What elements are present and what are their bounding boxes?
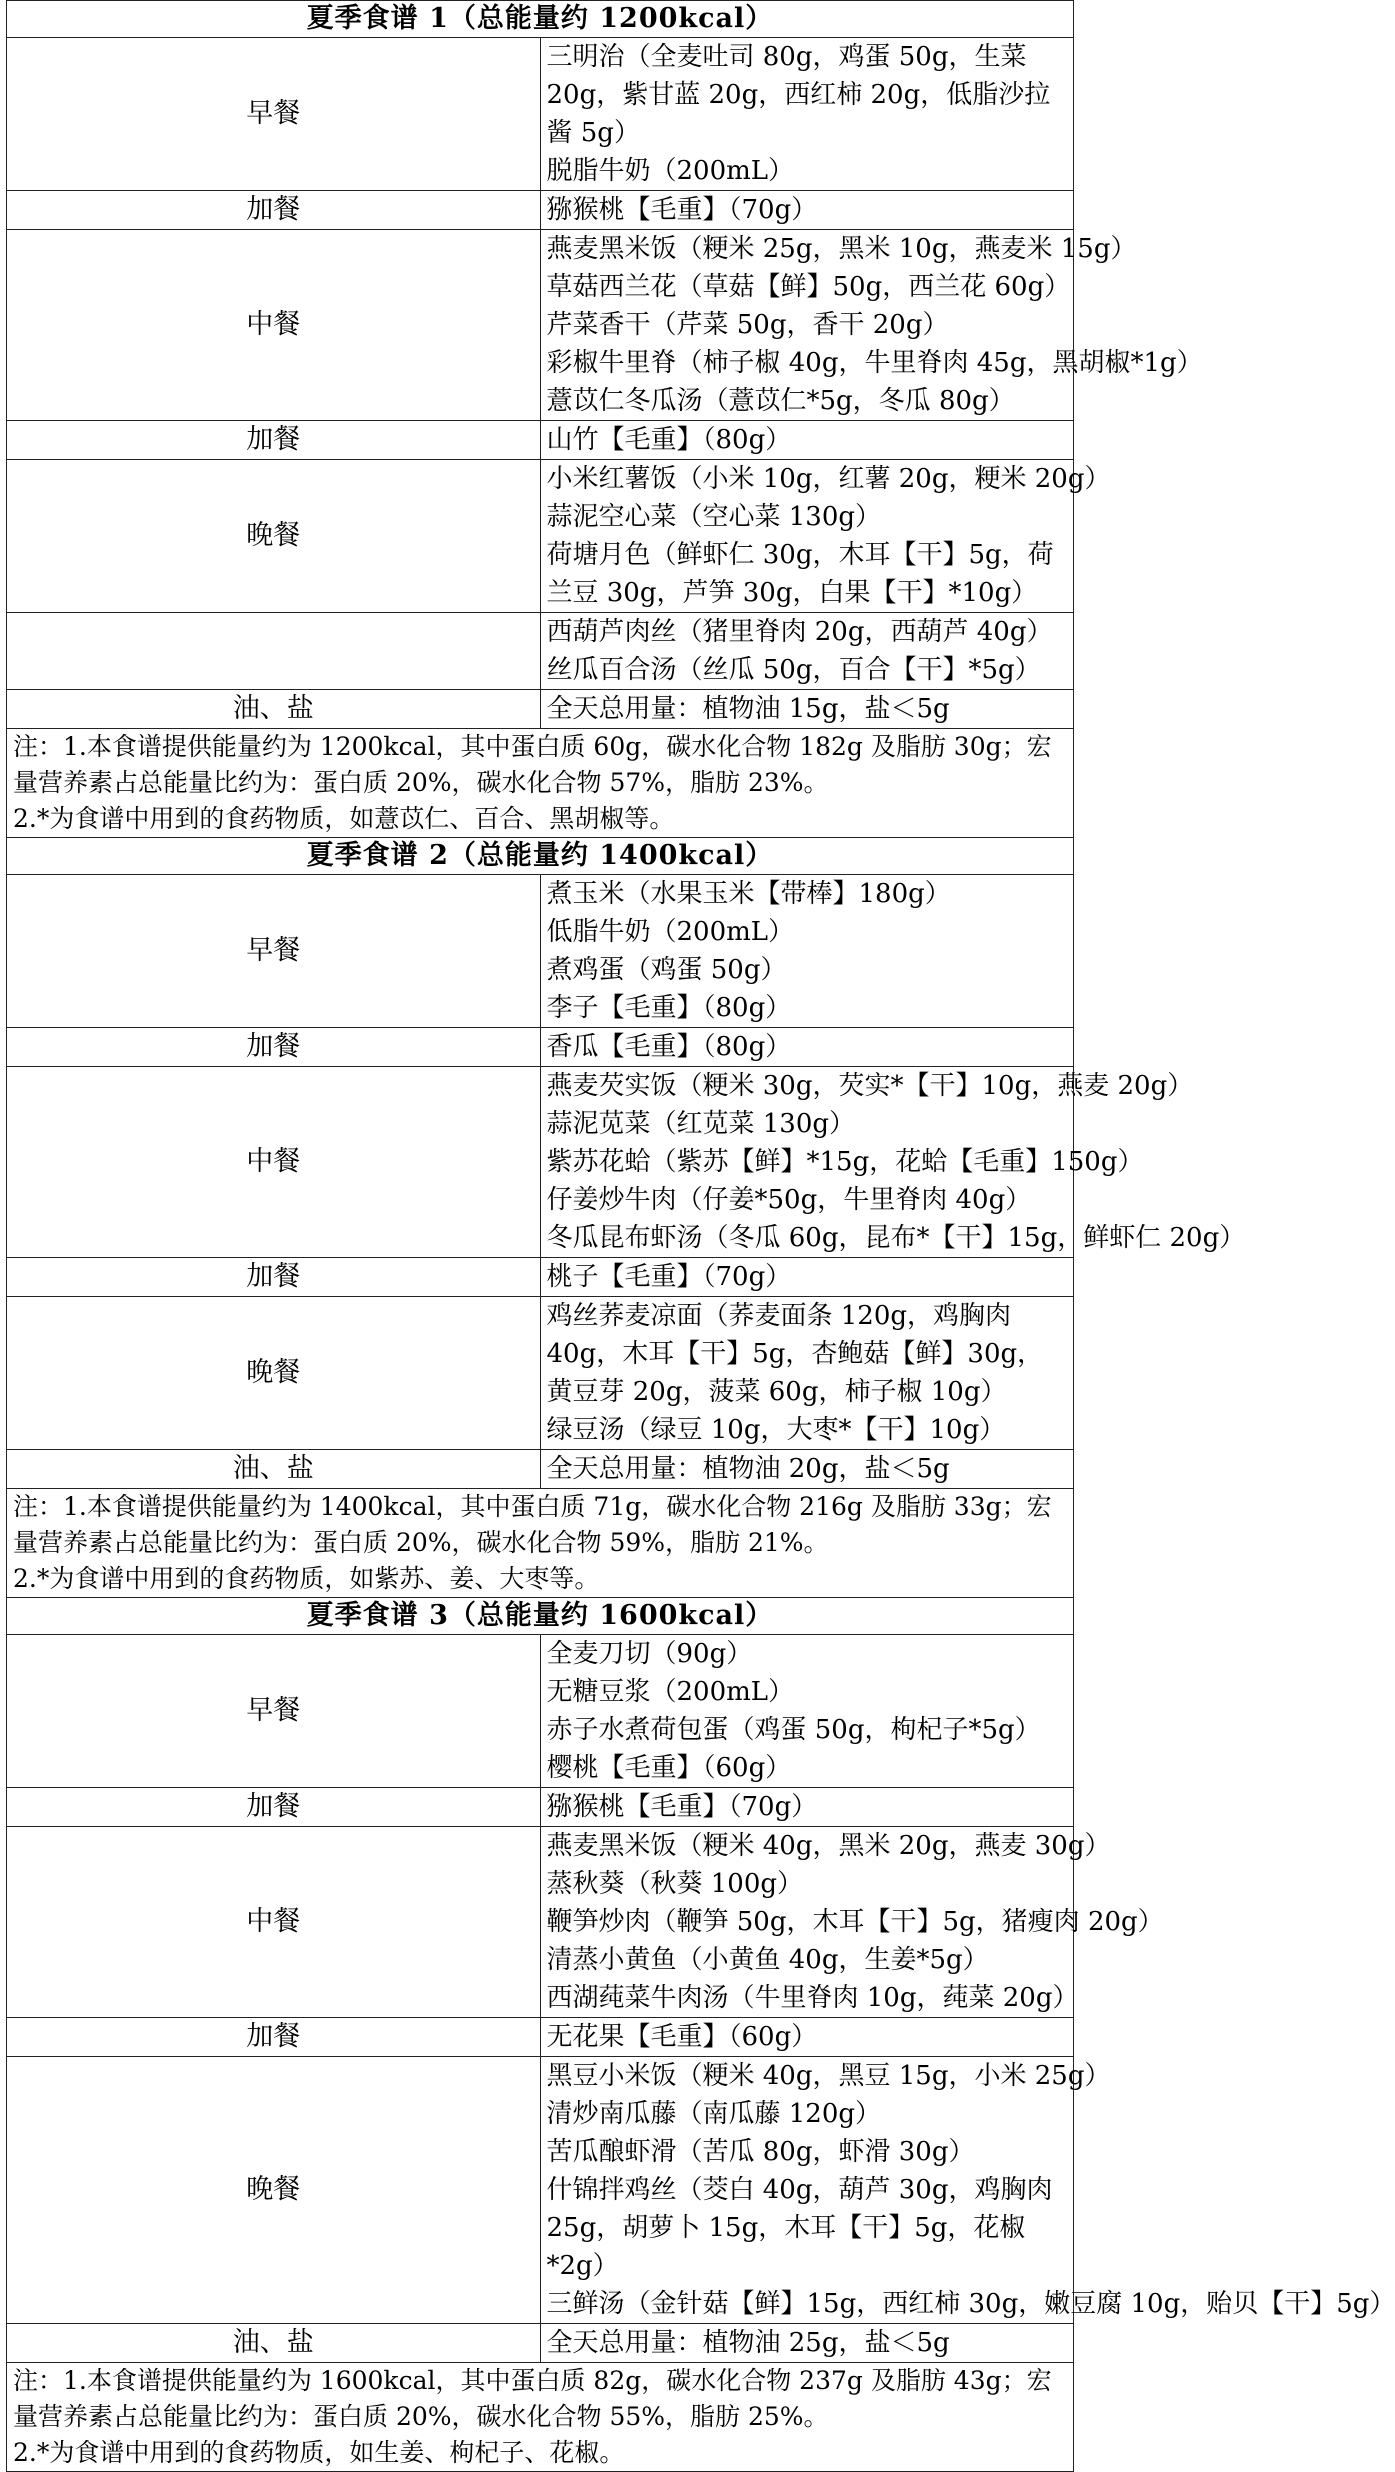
dish-item: 小米红薯饭（小米 10g，红薯 20g，粳米 20g） <box>546 464 1111 494</box>
meal-name: 加餐 <box>7 1028 541 1067</box>
note-line: 注：1.本食谱提供能量约为 1200kcal，其中蛋白质 60g，碳水化合物 182g 及脂肪 30g；宏量营养素占总能量比约为：蛋白质 20%，碳水化合物 57%，脂肪 23%。 <box>13 732 1052 797</box>
meal-name: 加餐 <box>7 421 541 460</box>
meal-name: 中餐 <box>7 230 541 421</box>
dish-item: 蒜泥空心菜（空心菜 130g） <box>546 502 882 532</box>
menu-notes <box>7 2363 1074 2472</box>
dish-item: 全麦刀切（90g） <box>546 1639 753 1669</box>
meal-row <box>7 875 1074 1028</box>
meal-name: 晚餐 <box>7 2057 541 2324</box>
meal-items <box>540 1827 1164 2018</box>
meal-row <box>7 1827 1074 2018</box>
summer-menu-table <box>6 0 1395 2472</box>
dish-item: 赤子水煮荷包蛋（鸡蛋 50g，枸杞子*5g） <box>546 1715 1041 1745</box>
meal-row <box>7 1635 1074 1788</box>
meal-row <box>7 2018 1074 2057</box>
dish-item: 西葫芦肉丝（猪里脊肉 20g，西葫芦 40g） <box>546 617 1053 647</box>
dish-item: 燕麦黑米饭（粳米 40g，黑米 20g，燕麦 30g） <box>546 1831 1111 1861</box>
dish-item: 猕猴桃【毛重】（70g） <box>546 1792 818 1822</box>
menu-notes <box>7 729 1074 838</box>
meal-row <box>7 38 1074 191</box>
dish-item: 山竹【毛重】（80g） <box>546 425 792 455</box>
meal-items <box>540 191 1074 230</box>
note-line: 2.*为食谱中用到的食药物质，如生姜、枸杞子、花椒。 <box>13 2438 625 2467</box>
menu-notes-row <box>7 2363 1074 2472</box>
dish-item: 清蒸小黄鱼（小黄鱼 40g，生姜*5g） <box>546 1945 989 1975</box>
menu-title: 夏季食谱 2（总能量约 1400kcal） <box>7 838 1074 875</box>
dish-item: 樱桃【毛重】（60g） <box>546 1753 792 1783</box>
meal-name: 晚餐 <box>7 460 541 613</box>
meal-items <box>540 2057 1395 2324</box>
meal-row <box>7 421 1074 460</box>
dish-item: 鸡丝荞麦凉面（荞麦面条 120g，鸡胸肉 40g，木耳【干】5g，杏鲍菇【鲜】30g，黄豆芽 20g，菠菜 60g，柿子椒 10g） <box>546 1301 1044 1407</box>
menu-title: 夏季食谱 3（总能量约 1600kcal） <box>7 1598 1074 1635</box>
dish-item: 绿豆汤（绿豆 10g，大枣*【干】10g） <box>546 1415 1006 1445</box>
meal-name: 加餐 <box>7 191 541 230</box>
dish-item: 全天总用量：植物油 20g，盐＜5g <box>546 1454 950 1484</box>
dish-item: 燕麦芡实饭（粳米 30g，芡实*【干】10g，燕麦 20g） <box>546 1071 1194 1101</box>
dish-item: 煮鸡蛋（鸡蛋 50g） <box>546 955 787 985</box>
dish-item: 蒸秋葵（秋葵 100g） <box>546 1869 804 1899</box>
dish-item: 什锦拌鸡丝（茭白 40g，葫芦 30g，鸡胸肉 25g，胡萝卜 15g，木耳【干】5g，花椒*2g） <box>546 2175 1053 2281</box>
menu-title-row <box>7 838 1074 875</box>
dish-item: 低脂牛奶（200mL） <box>546 917 795 947</box>
note-line: 2.*为食谱中用到的食药物质，如紫苏、姜、大枣等。 <box>13 1564 600 1593</box>
meal-row <box>7 191 1074 230</box>
menu-notes-row <box>7 729 1074 838</box>
dish-item: 煮玉米（水果玉米【带棒】180g） <box>546 879 951 909</box>
summer-menu-document <box>6 0 1395 2472</box>
meal-row <box>7 690 1074 729</box>
meal-row <box>7 2057 1074 2324</box>
note-line: 注：1.本食谱提供能量约为 1600kcal，其中蛋白质 82g，碳水化合物 237g 及脂肪 43g；宏量营养素占总能量比约为：蛋白质 20%，碳水化合物 55%，脂肪 25%。 <box>13 2366 1052 2431</box>
meal-items <box>540 613 1074 690</box>
meal-row <box>7 460 1074 613</box>
dish-item: 鞭笋炒肉（鞭笋 50g，木耳【干】5g，猪瘦肉 20g） <box>546 1907 1164 1937</box>
dish-item: 三明治（全麦吐司 80g，鸡蛋 50g，生菜 20g，紫甘蓝 20g，西红柿 20g，低脂沙拉酱 5g） <box>546 42 1051 148</box>
dish-item: 紫苏花蛤（紫苏【鲜】*15g，花蛤【毛重】150g） <box>546 1147 1144 1177</box>
meal-row <box>7 1067 1074 1258</box>
meal-name: 加餐 <box>7 1258 541 1297</box>
meal-row <box>7 1450 1074 1489</box>
menu-notes-row <box>7 1489 1074 1598</box>
note-line: 注：1.本食谱提供能量约为 1400kcal，其中蛋白质 71g，碳水化合物 216g 及脂肪 33g；宏量营养素占总能量比约为：蛋白质 20%，碳水化合物 59%，脂肪 21%。 <box>13 1492 1052 1557</box>
dish-item: 蒜泥苋菜（红苋菜 130g） <box>546 1109 856 1139</box>
meal-items <box>540 1028 1074 1067</box>
dish-item: 李子【毛重】（80g） <box>546 993 792 1023</box>
dish-item: 荷塘月色（鲜虾仁 30g，木耳【干】5g，荷兰豆 30g，芦笋 30g，白果【干】*10g） <box>546 540 1054 608</box>
meal-name: 早餐 <box>7 1635 541 1788</box>
dish-item: 苦瓜酿虾滑（苦瓜 80g，虾滑 30g） <box>546 2137 975 2167</box>
dish-item: 无糖豆浆（200mL） <box>546 1677 795 1707</box>
meal-items <box>540 1258 1074 1297</box>
meal-name: 早餐 <box>7 875 541 1028</box>
dish-item: 全天总用量：植物油 15g，盐＜5g <box>546 694 950 724</box>
meal-items <box>540 1067 1246 1258</box>
dish-item: 猕猴桃【毛重】（70g） <box>546 195 818 225</box>
meal-items <box>540 875 1074 1028</box>
meal-row <box>7 1028 1074 1067</box>
menu-title-row <box>7 1598 1074 1635</box>
dish-item: 清炒南瓜藤（南瓜藤 120g） <box>546 2099 882 2129</box>
meal-name: 早餐 <box>7 38 541 191</box>
dish-item: 脱脂牛奶（200mL） <box>546 156 795 186</box>
meal-items <box>540 1635 1074 1788</box>
meal-items <box>540 2324 1074 2363</box>
meal-name: 油、盐 <box>7 2324 541 2363</box>
dish-item: 薏苡仁冬瓜汤（薏苡仁*5g，冬瓜 80g） <box>546 386 1015 416</box>
menu-title-row <box>7 1 1074 38</box>
note-line: 2.*为食谱中用到的食药物质，如薏苡仁、百合、黑胡椒等。 <box>13 804 675 833</box>
meal-name <box>7 613 541 690</box>
meal-items <box>540 421 1074 460</box>
meal-name: 加餐 <box>7 2018 541 2057</box>
dish-item: 全天总用量：植物油 25g，盐＜5g <box>546 2328 950 2358</box>
meal-row <box>7 1788 1074 1827</box>
dish-item: 西湖莼菜牛肉汤（牛里脊肉 10g，莼菜 20g） <box>546 1983 1079 2013</box>
meal-items <box>540 2018 1074 2057</box>
dish-item: 冬瓜昆布虾汤（冬瓜 60g，昆布*【干】15g，鲜虾仁 20g） <box>546 1223 1246 1253</box>
menu-notes <box>7 1489 1074 1598</box>
dish-item: 彩椒牛里脊（柿子椒 40g，牛里脊肉 45g，黑胡椒*1g） <box>546 348 1203 378</box>
meal-row <box>7 2324 1074 2363</box>
meal-name: 油、盐 <box>7 690 541 729</box>
meal-row <box>7 613 1074 690</box>
meal-row <box>7 230 1074 421</box>
meal-name: 加餐 <box>7 1788 541 1827</box>
menu-title: 夏季食谱 1（总能量约 1200kcal） <box>7 1 1074 38</box>
dish-item: 仔姜炒牛肉（仔姜*50g，牛里脊肉 40g） <box>546 1185 1032 1215</box>
dish-item: 燕麦黑米饭（粳米 25g，黑米 10g，燕麦米 15g） <box>546 234 1137 264</box>
dish-item: 香瓜【毛重】（80g） <box>546 1032 792 1062</box>
meal-name: 中餐 <box>7 1827 541 2018</box>
dish-item: 三鲜汤（金针菇【鲜】15g，西红柿 30g，嫩豆腐 10g，贻贝【干】5g） <box>546 2289 1395 2319</box>
meal-items <box>540 230 1203 421</box>
meal-row <box>7 1297 1074 1450</box>
meal-items <box>540 1297 1074 1450</box>
meal-items <box>540 1788 1074 1827</box>
dish-item: 草菇西兰花（草菇【鲜】50g，西兰花 60g） <box>546 272 1071 302</box>
meal-name: 油、盐 <box>7 1450 541 1489</box>
dish-item: 无花果【毛重】（60g） <box>546 2022 818 2052</box>
meal-items <box>540 1450 1074 1489</box>
meal-name: 晚餐 <box>7 1297 541 1450</box>
dish-item: 芹菜香干（芹菜 50g，香干 20g） <box>546 310 949 340</box>
meal-items <box>540 460 1111 613</box>
meal-items <box>540 690 1074 729</box>
dish-item: 黑豆小米饭（粳米 40g，黑豆 15g，小米 25g） <box>546 2061 1111 2091</box>
dish-item: 丝瓜百合汤（丝瓜 50g，百合【干】*5g） <box>546 655 1041 685</box>
dish-item: 桃子【毛重】（70g） <box>546 1262 792 1292</box>
meal-name: 中餐 <box>7 1067 541 1258</box>
meal-items <box>540 38 1074 191</box>
meal-row <box>7 1258 1074 1297</box>
